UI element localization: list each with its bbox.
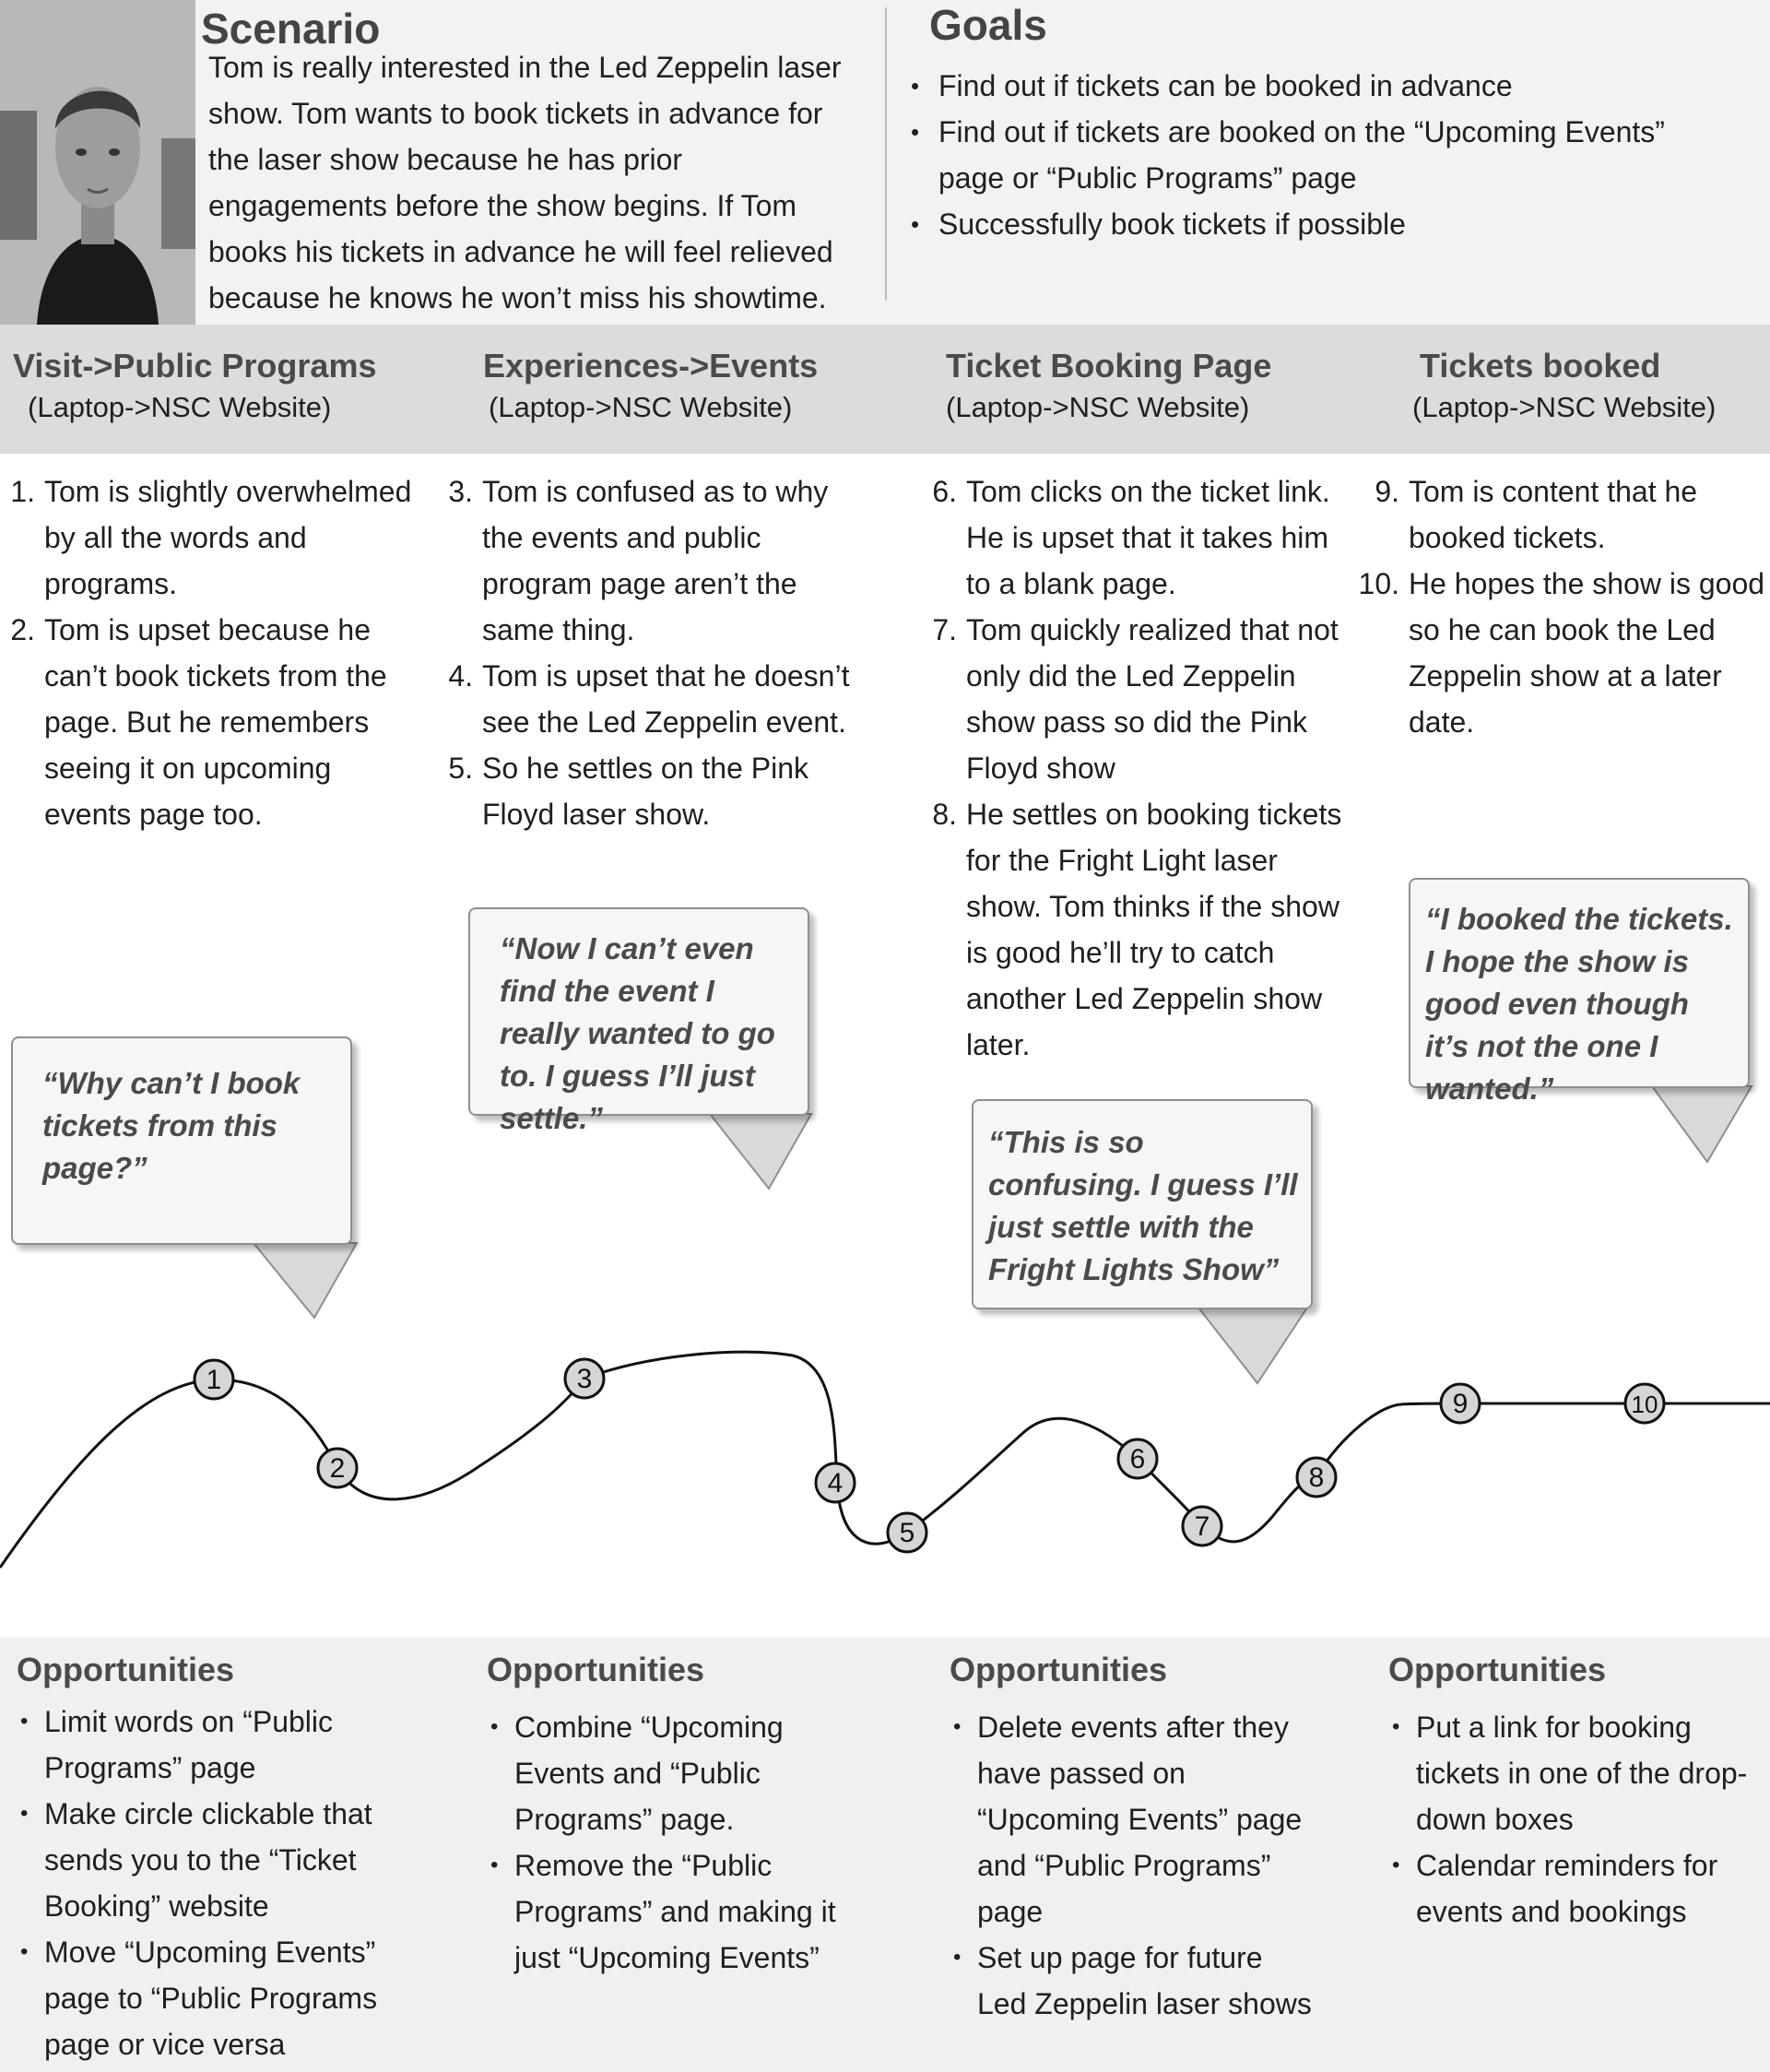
- step-number: 3.: [448, 475, 473, 508]
- step-text: Tom quickly realized that not only did the Led Zeppelin show pass so did the Pink Floyd show: [966, 613, 1339, 785]
- goal-item: • Successfully book tickets if possible: [907, 201, 1718, 247]
- journey-point-label: 8: [1308, 1462, 1325, 1493]
- journey-point-5: [888, 1513, 926, 1552]
- stage-subtitle: (Laptop->NSC Website): [489, 391, 793, 423]
- journey-point-7: [1183, 1507, 1221, 1545]
- journey-point-6: [1118, 1439, 1157, 1478]
- step-text: Tom is slightly overwhelmed by all the words and programs.: [44, 475, 412, 600]
- step-item: [448, 468, 869, 653]
- goals-list: [907, 63, 1718, 247]
- opportunity-item: • Limit words on “Public Programs” page: [17, 1699, 404, 1791]
- journey-point-label: 10: [1631, 1391, 1658, 1418]
- opportunities-title: Opportunities: [17, 1651, 234, 1688]
- stage-experiences-events: [483, 347, 818, 424]
- opportunity-item: • Set up page for future Led Zeppelin laser shows: [950, 1935, 1318, 2027]
- step-number: 9.: [1375, 475, 1399, 508]
- emotion-journey-line: [0, 1328, 1770, 1604]
- opportunity-item: • Put a link for booking tickets in one of the drop-down boxes: [1388, 1704, 1757, 1842]
- stage-subtitle: (Laptop->NSC Website): [946, 391, 1250, 423]
- header-divider: [885, 7, 887, 301]
- step-text: So he settles on the Pink Floyd laser show.: [482, 752, 808, 831]
- step-text: Tom is content that he booked tickets.: [1409, 475, 1698, 554]
- opportunities-title: Opportunities: [487, 1651, 704, 1688]
- journey-point-label: 9: [1452, 1389, 1469, 1419]
- step-item: [10, 468, 422, 607]
- goal-item: • Find out if tickets can be booked in advance: [907, 63, 1718, 109]
- step-text: Tom is upset because he can’t book tickets from the page. But he remembers seeing it on upcoming events page too.: [44, 613, 387, 831]
- quote-text: “This is so confusing. I guess I’ll just settle with the Fright Lights Show”: [972, 1099, 1313, 1309]
- opportunities-title: Opportunities: [1388, 1651, 1606, 1688]
- journey-point-2: [318, 1449, 357, 1487]
- opportunity-item: • Move “Upcoming Events” page to “Public Programs page or vice versa: [17, 1929, 404, 2067]
- step-text: Tom is upset that he doesn’t see the Led Zeppelin event.: [482, 659, 850, 739]
- journey-point-1: [195, 1360, 233, 1399]
- step-number: 5.: [448, 752, 473, 785]
- step-number: 4.: [448, 659, 473, 693]
- journey-point-3: [565, 1359, 604, 1398]
- step-number: 6.: [932, 475, 957, 508]
- goal-item: • Find out if tickets are booked on the “Upcoming Events” page or “Public Programs” page: [907, 109, 1718, 201]
- steps-column-3: [932, 468, 1344, 1068]
- opportunities-column-3: [950, 1651, 1318, 2027]
- opportunities-list: [17, 1699, 404, 2067]
- stage-subtitle: (Laptop->NSC Website): [1412, 391, 1717, 423]
- opportunities-column-4: [1388, 1651, 1757, 1935]
- stage-title: Experiences->Events: [483, 347, 819, 385]
- quote-bubble-3: [972, 1099, 1322, 1385]
- stage-tickets-booked: [1412, 347, 1717, 424]
- quote-bubble-4: [1409, 878, 1759, 1164]
- steps-column-2: [448, 468, 869, 837]
- quote-text: “I booked the tickets. I hope the show is good even though it’s not the one I wanted.”: [1409, 878, 1750, 1088]
- quote-text: “Why can’t I book tickets from this page?”: [11, 1036, 352, 1245]
- journey-point-label: 3: [576, 1364, 593, 1394]
- step-number: 1.: [10, 475, 35, 508]
- step-item: [932, 791, 1344, 1068]
- quote-bubble-1: [11, 1036, 365, 1322]
- opportunity-item: • Combine “Upcoming Events and “Public Programs” page.: [487, 1704, 874, 1842]
- journey-point-label: 7: [1194, 1511, 1210, 1542]
- opportunity-item: • Calendar reminders for events and bookings: [1388, 1842, 1757, 1935]
- journey-point-label: 4: [827, 1468, 844, 1498]
- journey-point-4: [816, 1463, 855, 1502]
- step-number: 7.: [932, 613, 957, 646]
- steps-column-1: [10, 468, 422, 837]
- scenario-title: Scenario: [201, 5, 381, 53]
- step-item: [932, 607, 1344, 791]
- step-number: 2.: [10, 613, 35, 646]
- stage-title: Tickets booked: [1420, 347, 1661, 385]
- scenario-text: Tom is really interested in the Led Zeppelin laser show. Tom wants to book tickets in advance for the laser show because he has prior engagements before the show begins. If Tom books his tickets in advance he will feel relieved because he knows he won’t miss his showtime.: [208, 51, 842, 314]
- opportunities-list: [487, 1704, 874, 1981]
- step-number: 10.: [1358, 567, 1399, 600]
- step-text: Tom is confused as to why the events and public program page aren’t the same thing.: [482, 475, 829, 646]
- journey-point-10: [1625, 1384, 1664, 1423]
- opportunity-item: • Delete events after they have passed on “Upcoming Events” page and “Public Programs” page: [950, 1704, 1318, 1935]
- stage-title: Visit->Public Programs: [13, 347, 377, 385]
- stage-public-programs: [13, 347, 376, 424]
- step-item: [448, 745, 869, 837]
- step-text: He hopes the show is good so he can book the Led Zeppelin show at a later date.: [1409, 567, 1765, 739]
- opportunity-item: • Remove the “Public Programs” and making it just “Upcoming Events”: [487, 1842, 874, 1981]
- journey-point-label: 1: [206, 1365, 222, 1395]
- step-item: [10, 607, 422, 837]
- steps-column-4: [1358, 468, 1768, 745]
- stage-subtitle: (Laptop->NSC Website): [28, 391, 332, 423]
- opportunities-column-1: [17, 1651, 404, 2067]
- stage-title: Ticket Booking Page: [946, 347, 1272, 385]
- step-text: Tom clicks on the ticket link. He is upset that it takes him to a blank page.: [966, 475, 1330, 600]
- quote-bubble-2: [468, 907, 819, 1193]
- step-number: 8.: [932, 798, 957, 831]
- step-item: [1358, 561, 1768, 745]
- journey-point-8: [1297, 1458, 1336, 1497]
- journey-point-9: [1441, 1384, 1480, 1423]
- opportunities-list: [950, 1704, 1318, 2027]
- opportunities-column-2: [487, 1651, 874, 1981]
- stage-ticket-booking: [946, 347, 1271, 424]
- opportunity-item: • Make circle clickable that sends you to the “Ticket Booking” website: [17, 1791, 404, 1929]
- journey-point-label: 2: [329, 1453, 346, 1484]
- step-item: [1375, 468, 1768, 561]
- quote-text: “Now I can’t even find the event I really wanted to go to. I guess I’ll just settle.”: [468, 907, 809, 1116]
- step-item: [448, 653, 869, 745]
- goals-title: Goals: [929, 1, 1047, 49]
- journey-point-label: 6: [1129, 1444, 1146, 1474]
- persona-photo: [0, 0, 195, 325]
- step-item: [932, 468, 1344, 607]
- journey-point-label: 5: [899, 1518, 915, 1548]
- opportunities-list: [1388, 1704, 1757, 1935]
- step-text: He settles on booking tickets for the Fright Light laser show. Tom thinks if the show is good he’ll try to catch another Led Zeppelin show later.: [966, 798, 1342, 1061]
- opportunities-title: Opportunities: [950, 1651, 1167, 1688]
